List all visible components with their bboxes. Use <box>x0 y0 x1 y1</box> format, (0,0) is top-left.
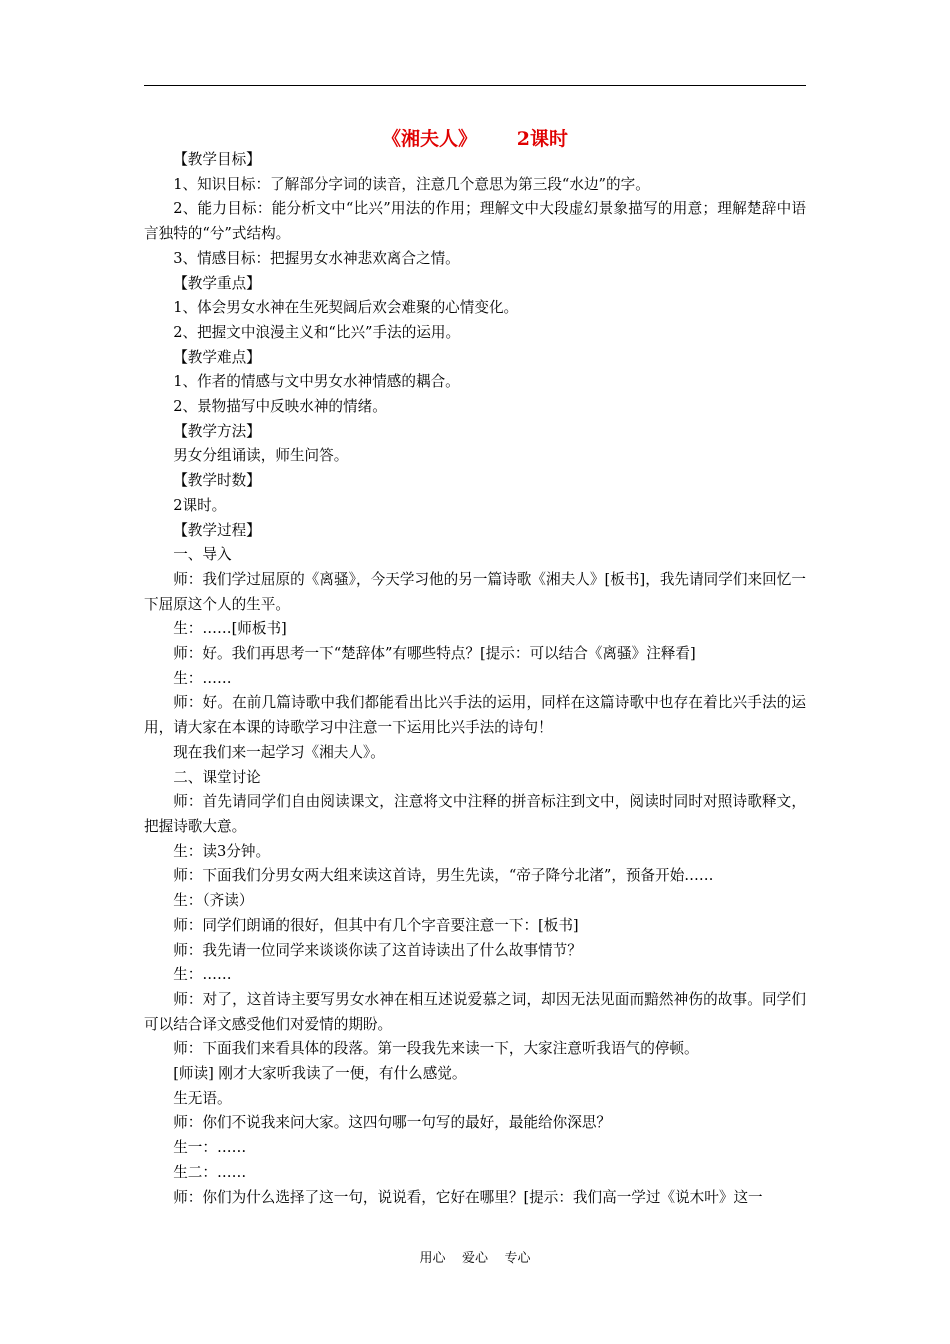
paragraph: 1、知识目标：了解部分字词的读音，注意几个意思为第三段“水边”的字。 <box>173 175 650 193</box>
paragraph: 生二：…… <box>173 1163 247 1181</box>
paragraph: 2、把握文中浪漫主义和“比兴”手法的运用。 <box>173 323 461 341</box>
paragraph: 【教学重点】 <box>173 274 261 292</box>
paragraph: 生一：…… <box>173 1139 247 1157</box>
paragraph: 师：同学们朗诵的很好，但其中有几个字音要注意一下：[板书] <box>173 916 579 934</box>
paragraph: 生无语。 <box>173 1089 232 1107</box>
paragraph: 3、情感目标：把握男女水神悲欢离合之情。 <box>173 249 460 267</box>
paragraph: 【教学方法】 <box>173 422 261 440</box>
paragraph: 师：你们不说我来问大家。这四句哪一句写的最好，最能给你深思？ <box>173 1114 612 1132</box>
paragraph: 生：读3分钟。 <box>173 842 271 860</box>
paragraph: 1、体会男女水神在生死契阔后欢会难聚的心情变化。 <box>173 299 519 317</box>
paragraph: 师：对了，这首诗主要写男女水神在相互述说爱慕之词，却因无法见面而黯然神伤的故事。同学们可以结合译文感受他们对爱情的期盼。 <box>144 990 806 1033</box>
paragraph: 师：首先请同学们自由阅读课文，注意将文中注释的拼音标注到文中，阅读时同时对照诗歌释文，把握诗歌大意。 <box>144 793 806 835</box>
paragraph: 现在我们来一起学习《湘夫人》。 <box>173 743 385 761</box>
paragraph: 生：……[师板书] <box>173 620 287 638</box>
paragraph: 生：…… <box>173 966 232 984</box>
page-footer: 用心 爱心 专心 <box>419 1251 531 1266</box>
header-rule <box>144 85 806 86</box>
paragraph: 【教学难点】 <box>173 348 261 366</box>
paragraph: 2、景物描写中反映水神的情绪。 <box>173 398 387 416</box>
paragraph: 师：你们为什么选择了这一句，说说看，它好在哪里？[提示：我们高一学过《说木叶》这一 <box>173 1188 763 1206</box>
paragraph: 一、导入 <box>173 546 232 564</box>
paragraph: 2课时。 <box>173 496 227 514</box>
paragraph: 师：我先请一位同学来谈谈你读了这首诗读出了什么故事情节？ <box>173 941 582 959</box>
paragraph: 生：…… <box>173 669 232 687</box>
paragraph: 师：下面我们来看具体的段落。第一段我先来读一下，大家注意听我语气的停顿。 <box>173 1040 699 1058</box>
paragraph: 师：好。我们再思考一下“楚辞体”有哪些特点？[提示：可以结合《离骚》注释看] <box>173 645 696 663</box>
paragraph: 二、课堂讨论 <box>173 768 261 786</box>
paragraph: 生：（齐读） <box>173 892 254 910</box>
paragraph: 1、作者的情感与文中男女水神情感的耦合。 <box>173 373 460 391</box>
paragraph: [师读] 刚才大家听我读了一便，有什么感觉。 <box>173 1065 467 1083</box>
paragraph: 【教学过程】 <box>173 521 261 539</box>
paragraph: 师：好。在前几篇诗歌中我们都能看出比兴手法的运用，同样在这篇诗歌中也存在着比兴手法的运用，请大家在本课的诗歌学习中注意一下运用比兴手法的诗句！ <box>144 694 806 737</box>
paragraph: 【教学目标】 <box>173 151 261 168</box>
paragraph: 师：下面我们分男女两大组来读这首诗，男生先读，“帝子降兮北渚”，预备开始…… <box>173 867 714 885</box>
paragraph: 【教学时数】 <box>173 472 261 490</box>
paragraph: 男女分组诵读，师生问答。 <box>173 447 349 465</box>
paragraph: 2、能力目标：能分析文中“比兴”用法的作用；理解文中大段虚幻景象描写的用意；理解楚辞中语言独特的“兮”式结构。 <box>144 200 806 243</box>
page-title: 《湘夫人》 2课时 <box>382 128 568 150</box>
paragraph: 师：我们学过屈原的《离骚》，今天学习他的另一篇诗歌《湘夫人》[板书]，我先请同学们来回忆一下屈原这个人的生平。 <box>144 570 806 613</box>
document-body <box>144 148 806 1210</box>
